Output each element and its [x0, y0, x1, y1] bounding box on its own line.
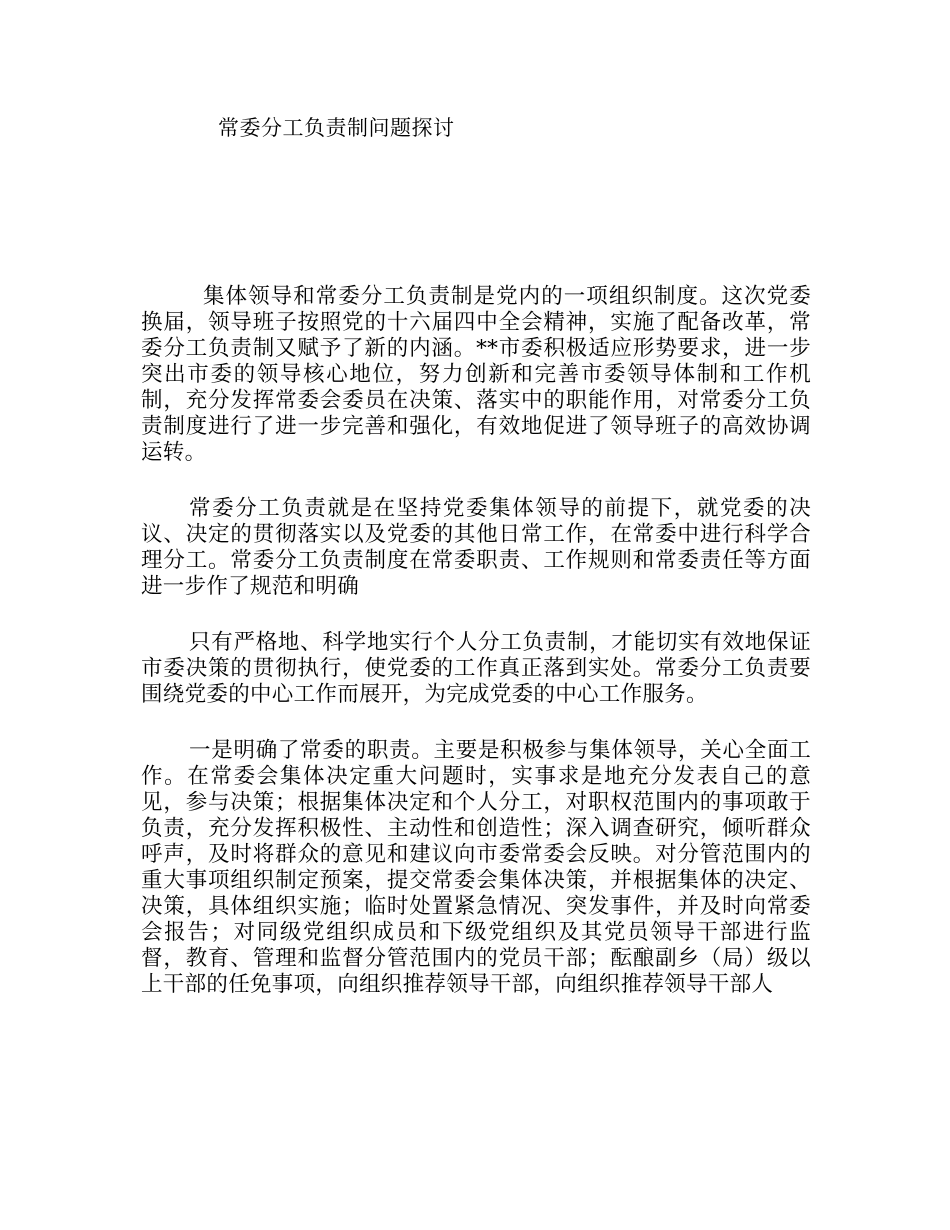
- paragraph-4: 一是明确了常委的职责。主要是积极参与集体领导，关心全面工作。在常委会集体决定重大问题时，实事求是地充分发表自己的意见，参与决策；根据集体决定和个人分工，对职权范围内的事项敢于负责，充分发挥积极性、主动性和创造性；深入调查研究，倾听群众呼声，及时将群众的意见和建议向市委常委会反映。对分管范围内的重大事项组织制定预案，提交常委会集体决策，并根据集体的决定、决策，具体组织实施；临时处置紧急情况、突发事件，并及时向常委会报告；对同级党组织成员和下级党组织及其党员领导干部进行监督，教育、管理和监督分管范围内的党员干部；酝酿副乡（局）级以上干部的任免事项，向组织推荐领导干部，向组织推荐领导干部人: [141, 738, 811, 997]
- paragraph-1: 集体领导和常委分工负责制是党内的一项组织制度。这次党委换届，领导班子按照党的十六届四中全会精神，实施了配备改革，常委分工负责制又赋予了新的内涵。**市委积极适应形势要求，进一步突出市委的领导核心地位，努力创新和完善市委领导体制和工作机制，充分发挥常委会委员在决策、落实中的职能作用，对常委分工负责制度进行了进一步完善和强化，有效地促进了领导班子的高效协调运转。: [141, 284, 811, 465]
- paragraph-2: 常委分工负责就是在坚持党委集体领导的前提下，就党委的决议、决定的贯彻落实以及党委的其他日常工作，在常委中进行科学合理分工。常委分工负责制度在常委职责、工作规则和常委责任等方面进一步作了规范和明确: [141, 496, 811, 599]
- paragraph-3: 只有严格地、科学地实行个人分工负责制，才能切实有效地保证市委决策的贯彻执行，使党委的工作真正落到实处。常委分工负责要围绕党委的中心工作而展开，为完成党委的中心工作服务。: [141, 630, 811, 707]
- document-title: 常委分工负责制问题探讨: [218, 116, 455, 140]
- document-body: [141, 284, 811, 1028]
